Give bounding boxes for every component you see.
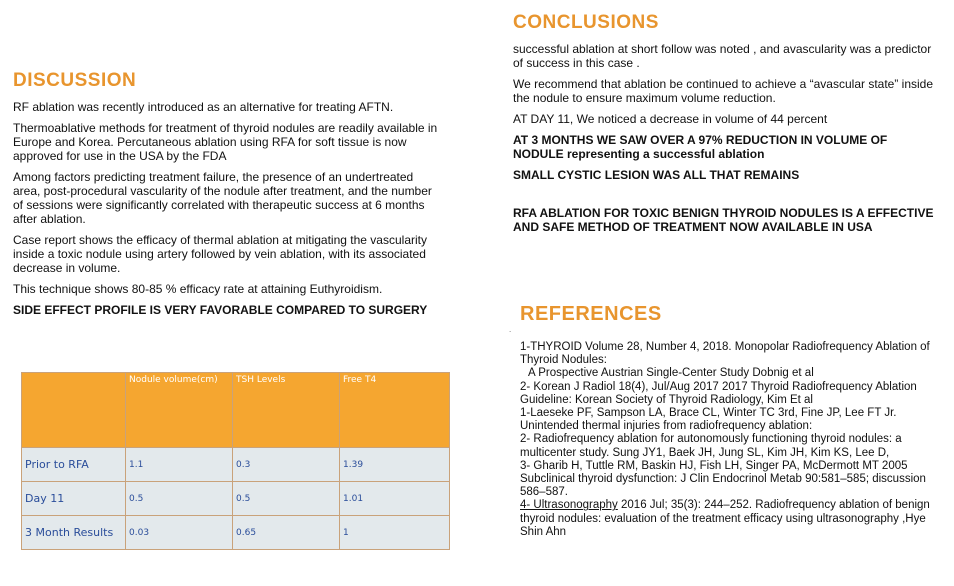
reference-line: 2- Radiofrequency ablation for autonomously functioning thyroid nodules: a multicenter study. Sung JY1, Baek JH, Jung SL, Kim JH, Kim KS, Lee D, [520, 433, 902, 459]
table-cell: 1.1 [126, 448, 233, 482]
reference-line: 2- Korean J Radiol 18(4), Jul/Aug 2017 2017 Thyroid Radiofrequency Ablation Guideline: Korean Society of Thyroid Radiology, Kim Et al [520, 380, 917, 406]
conclusions-bold: RFA ABLATION FOR TOXIC BENIGN THYROID NODULES IS A EFFECTIVE AND SAFE METHOD OF TREATMENT NOW AVAILABLE IN USA [513, 206, 934, 234]
reference-text: 2016 Jul; 35(3): 244–252. Radiofrequency ablation of benign thyroid nodules: evaluation of the treatment efficacy using ultrasonography ,Hye Shin Ahn [520, 499, 930, 538]
discussion-paragraph: Among factors predicting treatment failure, the presence of an undertreated area, post-procedural vascularity of the nodule after treatment, and the number of sessions were significantly correlated with therapeutic success at 6 months after ablation. [13, 170, 432, 226]
table-header-cell: Nodule volume(cm) [126, 373, 233, 448]
reference-line: 3- Gharib H, Tuttle RM, Baskin HJ, Fish LH, Singer PA, McDermott MT 2005 Subclinical thyroid dysfunction: J Clin Endocrinol Metab 90:581–585; discussion 586–587. [520, 459, 926, 499]
table-row [22, 448, 450, 482]
table-cell: 0.5 [126, 482, 233, 516]
conclusions-section [513, 42, 938, 241]
row-label: 3 Month Results [22, 516, 126, 550]
row-label: Prior to RFA [22, 448, 126, 482]
table-cell: 0.65 [233, 516, 340, 550]
table-row [22, 516, 450, 550]
table-header-cell: TSH Levels [233, 373, 340, 448]
discussion-heading: DISCUSSION [13, 70, 137, 91]
conclusions-bold: AT 3 MONTHS WE SAW OVER A 97% REDUCTION IN VOLUME OF NODULE representing a successful ablation [513, 133, 888, 161]
table-row [22, 482, 450, 516]
table-cell: 1.01 [340, 482, 450, 516]
conclusions-paragraph: AT DAY 11, We noticed a decrease in volume of 44 percent [513, 112, 828, 126]
table-header-cell [22, 373, 126, 448]
references-heading: REFERENCES [520, 303, 662, 325]
results-table [21, 372, 450, 550]
side-effect-statement: SIDE EFFECT PROFILE IS VERY FAVORABLE COMPARED TO SURGERY [13, 303, 428, 317]
reference-link[interactable]: 4- Ultrasonography [520, 499, 618, 512]
discussion-paragraph: This technique shows 80-85 % efficacy rate at attaining Euthyroidism. [13, 282, 383, 296]
references-section [520, 341, 945, 539]
conclusions-paragraph: successful ablation at short follow was noted , and avascularity was a predictor of success in this case . [513, 42, 932, 70]
table-cell: 1.39 [340, 448, 450, 482]
reference-line [520, 499, 945, 539]
discussion-paragraph: Thermoablative methods for treatment of thyroid nodules are readily available in Europe and Korea. Percutaneous ablation using RFA for soft tissue is now approved for use in the USA by the FDA [13, 121, 438, 163]
conclusions-heading: CONCLUSIONS [513, 12, 659, 33]
stray-mark: . [509, 325, 512, 334]
discussion-paragraph: RF ablation was recently introduced as an alternative for treating AFTN. [13, 100, 394, 114]
table-cell: 0.03 [126, 516, 233, 550]
table-header-row [22, 373, 450, 448]
discussion-paragraph: Case report shows the efficacy of thermal ablation at mitigating the vascularity inside a toxic nodule using artery followed by vein ablation, with its associated decrease in volume. [13, 233, 427, 275]
conclusions-paragraph: We recommend that ablation be continued to achieve a “avascular state” inside the nodule to ensure maximum volume reduction. [513, 77, 934, 105]
reference-line: A Prospective Austrian Single-Center Study Dobnig et al [528, 367, 814, 380]
row-label: Day 11 [22, 482, 126, 516]
conclusions-bold: SMALL CYSTIC LESION WAS ALL THAT REMAINS [513, 168, 800, 182]
table-cell: 0.3 [233, 448, 340, 482]
table-header-cell: Free T4 [340, 373, 450, 448]
table-cell: 0.5 [233, 482, 340, 516]
reference-line: 1-Laeseke PF, Sampson LA, Brace CL, Winter TC 3rd, Fine JP, Lee FT Jr. Unintended thermal injuries from radiofrequency ablation: [520, 407, 897, 433]
discussion-section [13, 100, 438, 324]
reference-line: 1-THYROID Volume 28, Number 4, 2018. Monopolar Radiofrequency Ablation of Thyroid Nodules: [520, 341, 930, 367]
table-cell: 1 [340, 516, 450, 550]
